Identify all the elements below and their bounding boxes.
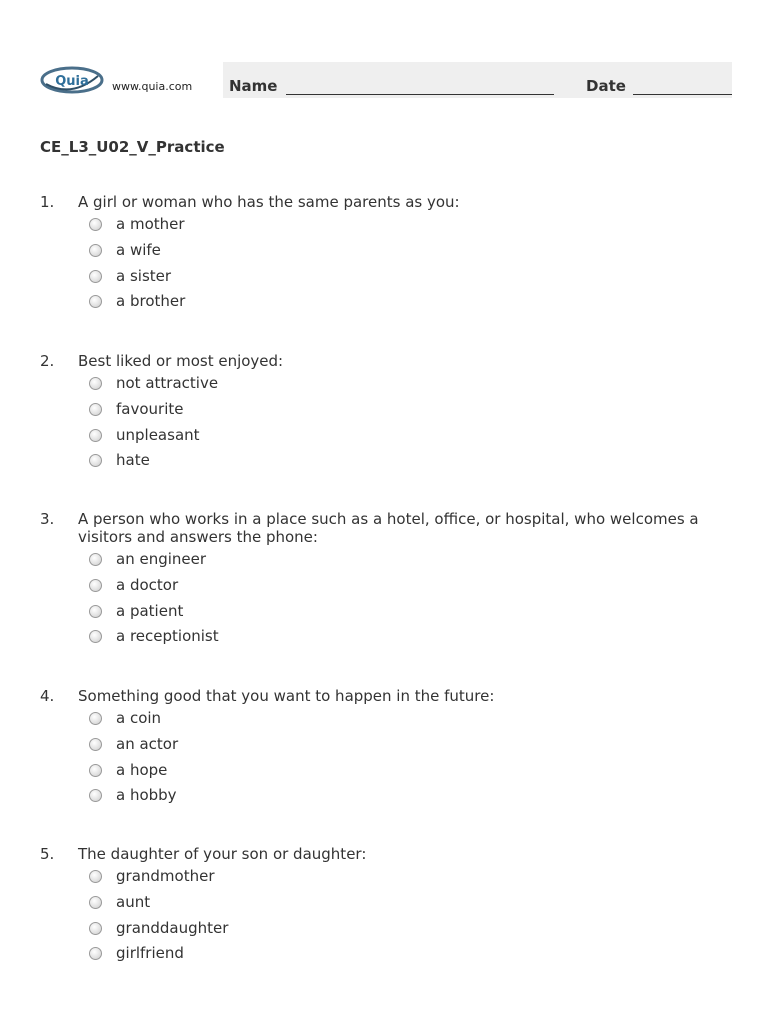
option-label: hate [116, 451, 150, 469]
worksheet-header [40, 58, 732, 104]
name-label: Name [229, 77, 278, 95]
option-label: granddaughter [116, 919, 229, 937]
radio-button[interactable] [89, 454, 102, 467]
question-number: 4. [40, 687, 55, 705]
option-label: a coin [116, 709, 162, 727]
radio-button[interactable] [89, 896, 102, 909]
option-label: a wife [116, 241, 161, 259]
option-label: a patient [116, 602, 184, 620]
question-number: 2. [40, 352, 55, 370]
radio-button[interactable] [89, 270, 102, 283]
worksheet-title: CE_L3_U02_V_Practice [40, 138, 225, 156]
date-label: Date [586, 77, 626, 95]
radio-button[interactable] [89, 403, 102, 416]
radio-button[interactable] [89, 218, 102, 231]
option-label: a sister [116, 267, 172, 285]
radio-button[interactable] [89, 764, 102, 777]
radio-button[interactable] [89, 429, 102, 442]
option-label: unpleasant [116, 426, 200, 444]
option-label: grandmother [116, 867, 215, 885]
name-field-line[interactable] [286, 94, 554, 95]
option-label: a doctor [116, 576, 179, 594]
radio-button[interactable] [89, 244, 102, 257]
logo-wordmark: Quia [55, 74, 89, 89]
option-label: a receptionist [116, 627, 219, 645]
name-date-bar [223, 62, 732, 98]
option-label: a hope [116, 761, 168, 779]
date-field-line[interactable] [633, 94, 732, 95]
radio-button[interactable] [89, 738, 102, 751]
option-label: girlfriend [116, 944, 184, 962]
option-label: an engineer [116, 550, 207, 568]
question-number: 5. [40, 845, 55, 863]
question-text: A girl or woman who has the same parents as you: [78, 193, 460, 211]
option-label: favourite [116, 400, 184, 418]
quia-logo [40, 60, 215, 100]
quia-logo-icon [40, 64, 104, 96]
radio-button[interactable] [89, 922, 102, 935]
question-number: 3. [40, 510, 55, 528]
radio-button[interactable] [89, 605, 102, 618]
radio-button[interactable] [89, 579, 102, 592]
radio-button[interactable] [89, 712, 102, 725]
option-label: not attractive [116, 374, 219, 392]
question-text: Something good that you want to happen in the future: [78, 687, 495, 705]
question-text: Best liked or most enjoyed: [78, 352, 284, 370]
radio-button[interactable] [89, 947, 102, 960]
radio-button[interactable] [89, 630, 102, 643]
option-label: aunt [116, 893, 151, 911]
radio-button[interactable] [89, 870, 102, 883]
option-label: a hobby [116, 786, 177, 804]
radio-button[interactable] [89, 789, 102, 802]
radio-button[interactable] [89, 377, 102, 390]
option-label: a brother [116, 292, 186, 310]
question-text: The daughter of your son or daughter: [78, 845, 367, 863]
radio-button[interactable] [89, 295, 102, 308]
logo-url: www.quia.com [112, 80, 193, 93]
question-number: 1. [40, 193, 55, 211]
question-text: A person who works in a place such as a hotel, office, or hospital, who welcomes a visitors and answers the phone: [78, 510, 699, 546]
radio-button[interactable] [89, 553, 102, 566]
option-label: a mother [116, 215, 185, 233]
option-label: an actor [116, 735, 179, 753]
